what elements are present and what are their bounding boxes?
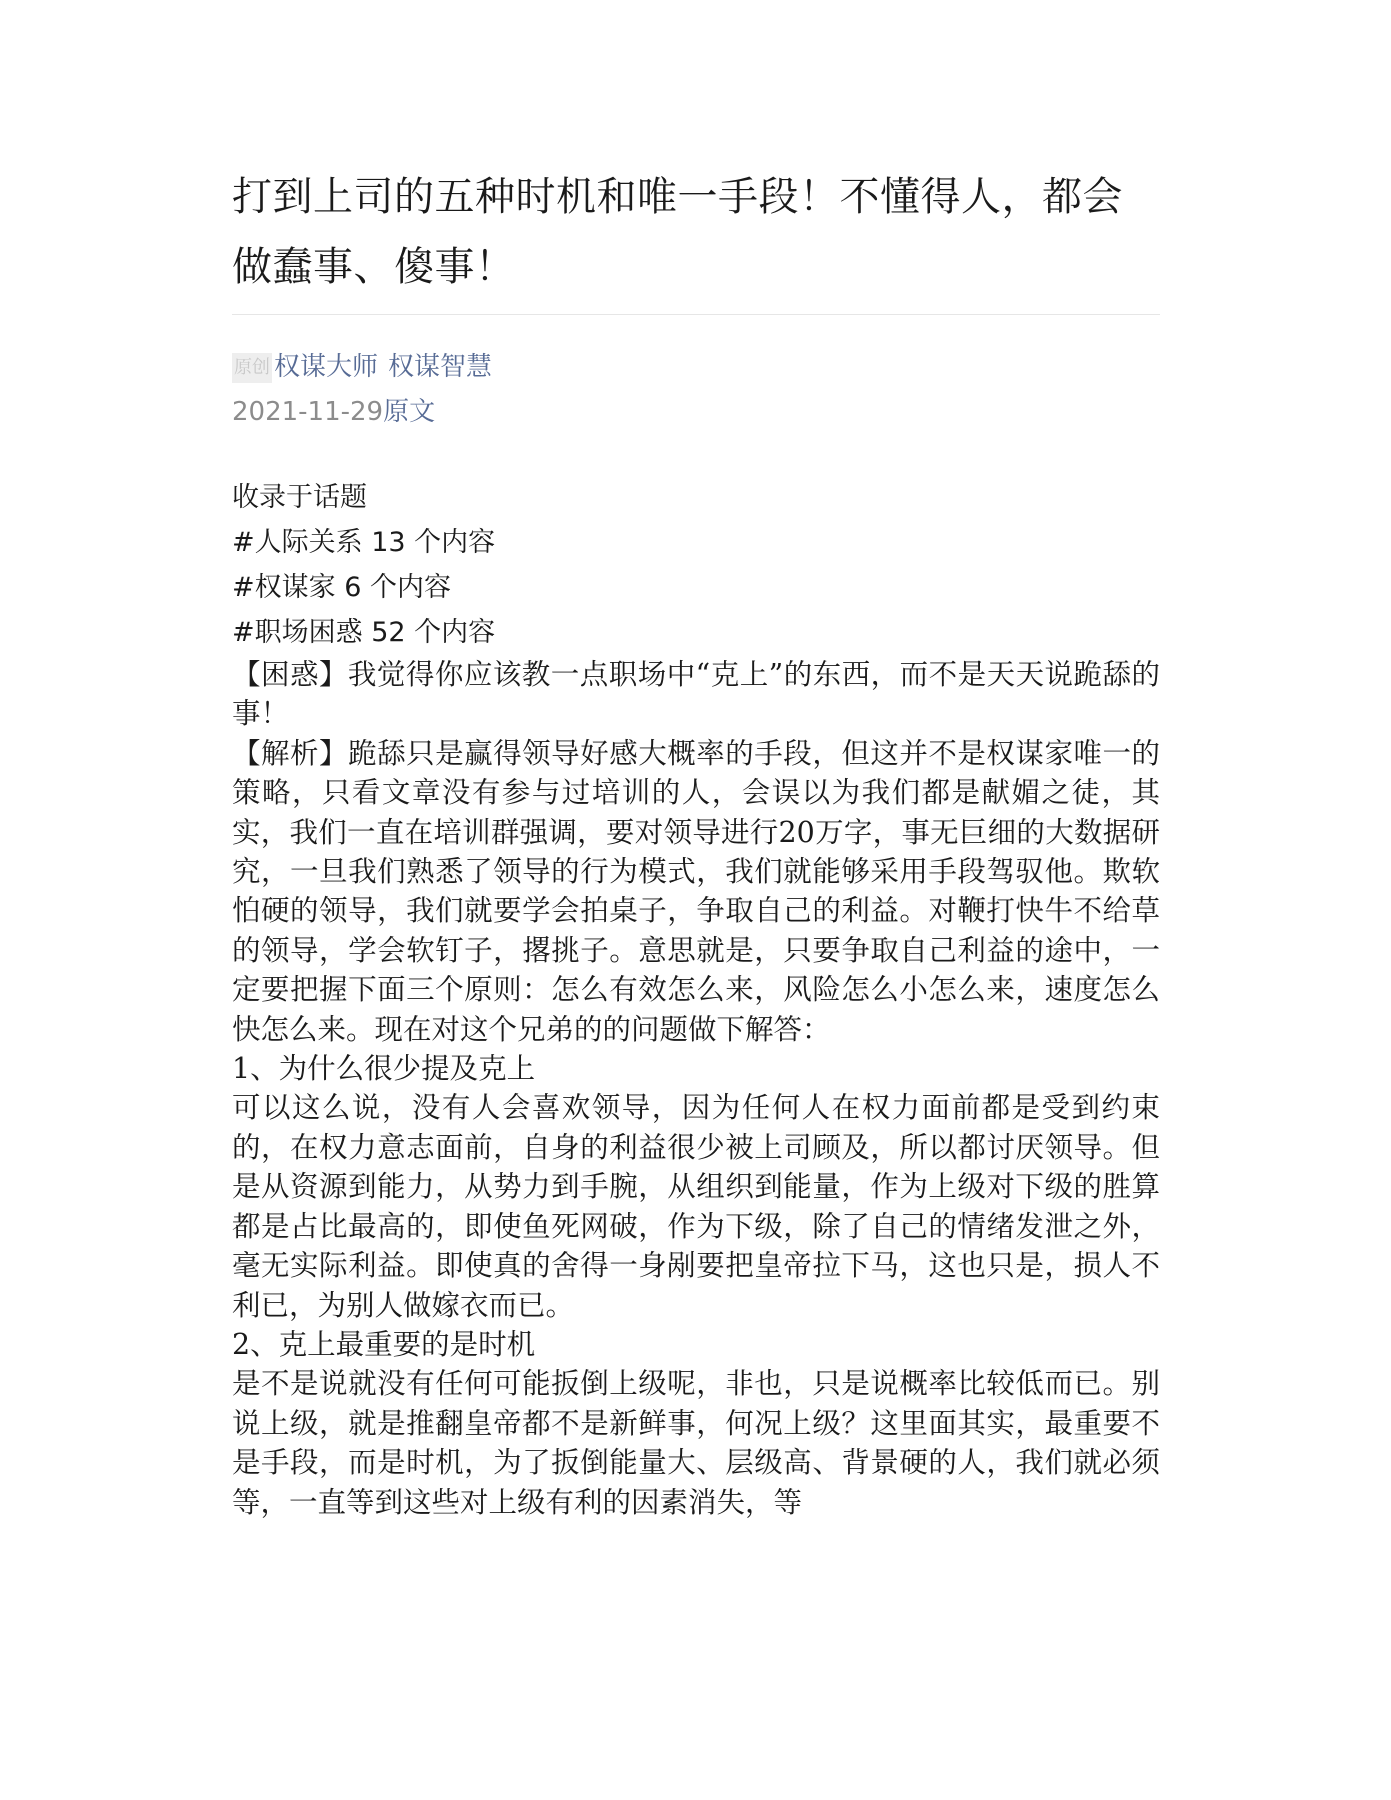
title-divider bbox=[232, 314, 1160, 315]
topic-link[interactable]: #权谋家 6 个内容 bbox=[232, 572, 451, 603]
original-link[interactable]: 原文 bbox=[383, 397, 436, 427]
section-heading: 1、为什么很少提及克上 bbox=[232, 1052, 536, 1086]
author-row bbox=[232, 345, 1160, 390]
author-link[interactable]: 权谋大师 bbox=[274, 352, 379, 382]
date-row bbox=[232, 390, 1160, 435]
paragraph: 【解析】跪舔只是赢得领导好感大概率的手段，但这并不是权谋家唯一的策略，只看文章没有参与过培训的人，会误以为我们都是献媚之徒，其实，我们一直在培训群强调，要对领导进行20万字，事无巨细的大数据研究，一旦我们熟悉了领导的行为模式，我们就能够采用手段驾驭他。欺软怕硬的领导，我们就要学会拍桌子，争取自己的利益。对鞭打快牛不给草的领导，学会软钉子，撂挑子。意思就是，只要争取自己利益的途中，一定要把握下面三个原则：怎么有效怎么来，风险怎么小怎么来，速度怎么快怎么来。现在对这个兄弟的的问题做下解答： bbox=[232, 736, 1160, 1046]
paragraph: 【困惑】我觉得你应该教一点职场中“克上”的东西，而不是天天说跪舔的事！ bbox=[232, 658, 1160, 731]
topic-link[interactable]: #人际关系 13 个内容 bbox=[232, 527, 496, 558]
article-title: 打到上司的五种时机和唯一手段！不懂得人，都会做蠢事、傻事！ bbox=[232, 174, 1123, 290]
publish-date: 2021-11-29 bbox=[232, 397, 384, 427]
article-body bbox=[232, 655, 1160, 1522]
article bbox=[232, 162, 1160, 1522]
paragraph: 是不是说就没有任何可能扳倒上级呢，非也，只是说概率比较低而已。别说上级，就是推翻皇帝都不是新鲜事，何况上级？这里面其实，最重要不是手段，而是时机，为了扳倒能量大、层级高、背景硬的人，我们就必须等，一直等到这些对上级有利的因素消失，等 bbox=[232, 1367, 1160, 1519]
original-badge: 原创 bbox=[232, 353, 272, 383]
topics-section bbox=[232, 475, 1160, 655]
paragraph: 可以这么说，没有人会喜欢领导，因为任何人在权力面前都是受到约束的，在权力意志面前，自身的利益很少被上司顾及，所以都讨厌领导。但是从资源到能力，从势力到手腕，从组织到能量，作为上级对下级的胜算都是占比最高的，即使鱼死网破，作为下级，除了自己的情绪发泄之外，毫无实际利益。即使真的舍得一身剐要把皇帝拉下马，这也只是，损人不利已，为别人做嫁衣而已。 bbox=[232, 1091, 1160, 1322]
topic-link[interactable]: #职场困惑 52 个内容 bbox=[232, 617, 496, 648]
account-link[interactable]: 权谋智慧 bbox=[388, 352, 493, 382]
section-heading: 2、克上最重要的是时机 bbox=[232, 1327, 536, 1361]
topics-heading: 收录于话题 bbox=[232, 482, 367, 513]
article-meta bbox=[232, 345, 1160, 435]
